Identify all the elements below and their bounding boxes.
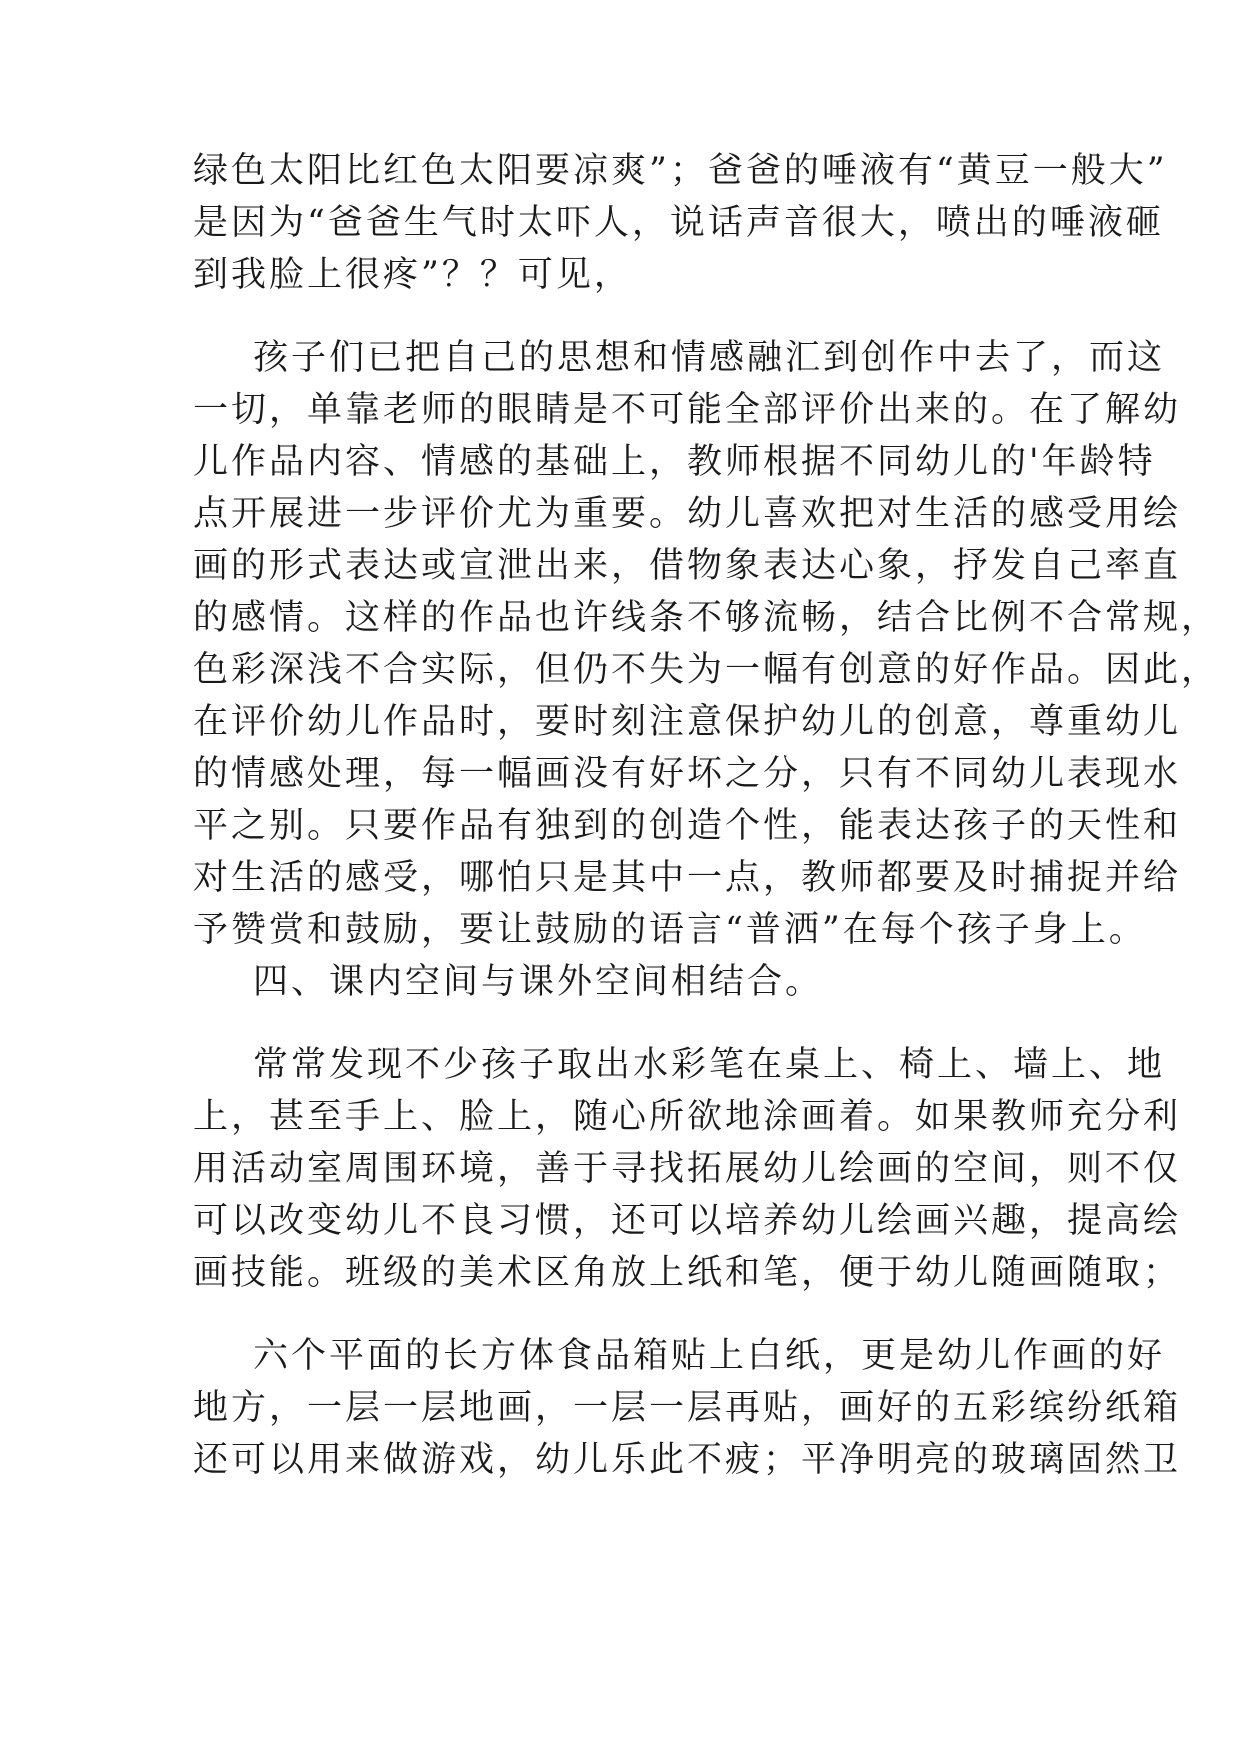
text-line: 对生活的感受，哪怕只是其中一点，教师都要及时捕捉并给 [193,858,1182,898]
text-line: 画技能。班级的美术区角放上纸和笔，便于幼儿随画随取； [193,1253,1182,1293]
text-line: 的情感处理，每一幅画没有好坏之分，只有不同幼儿表现水 [193,754,1182,794]
text-line: 还可以用来做游戏，幼儿乐此不疲；平净明亮的玻璃固然卫 [193,1440,1182,1480]
text-line: 绿色太阳比红色太阳要凉爽”；爸爸的唾液有“黄豆一般大” [193,151,1168,191]
text-line: 可以改变幼儿不良习惯，还可以培养幼儿绘画兴趣，提高绘 [193,1201,1182,1241]
paragraph-first-line: 常常发现不少孩子取出水彩笔在桌上、椅上、墙上、地 [253,1045,1166,1085]
text-line: 一切，单靠老师的眼睛是不可能全部评价出来的。在了解幼 [193,390,1182,430]
text-line: 地方，一层一层地画，一层一层再贴，画好的五彩缤纷纸箱 [193,1388,1182,1428]
paragraph-first-line: 六个平面的长方体食品箱贴上白纸，更是幼儿作画的好 [253,1336,1166,1376]
text-line: 用活动室周围环境，善于寻找拓展幼儿绘画的空间，则不仅 [193,1149,1182,1189]
text-line: 平之别。只要作品有独到的创造个性，能表达孩子的天性和 [193,806,1182,846]
text-line: 点开展进一步评价尤为重要。幼儿喜欢把对生活的感受用绘 [193,494,1182,534]
text-line: 予赞赏和鼓励，要让鼓励的语言“普洒”在每个孩子身上。 [193,910,1147,950]
text-line: 画的形式表达或宣泄出来，借物象表达心象，抒发自己率直 [193,546,1182,586]
text-line: 是因为“爸爸生气时太吓人，说话声音很大，喷出的唾液砸 [193,203,1164,243]
text-line: 在评价幼儿作品时，要时刻注意保护幼儿的创意，尊重幼儿 [193,702,1182,742]
text-line: 上，甚至手上、脸上，随心所欲地涂画着。如果教师充分利 [193,1097,1182,1137]
section-heading: 四、课内空间与课外空间相结合。 [253,962,824,1002]
paragraph-first-line: 孩子们已把自己的思想和情感融汇到创作中去了，而这 [253,338,1166,378]
text-line: 的感情。这样的作品也许线条不够流畅，结合比例不合常规， [193,598,1220,638]
text-line: 色彩深浅不合实际，但仍不失为一幅有创意的好作品。因此， [193,650,1220,690]
text-line: 到我脸上很疼”？？可见， [193,255,632,295]
text-line: 儿作品内容、情感的基础上，教师根据不同幼儿的'年龄特 [193,442,1156,482]
